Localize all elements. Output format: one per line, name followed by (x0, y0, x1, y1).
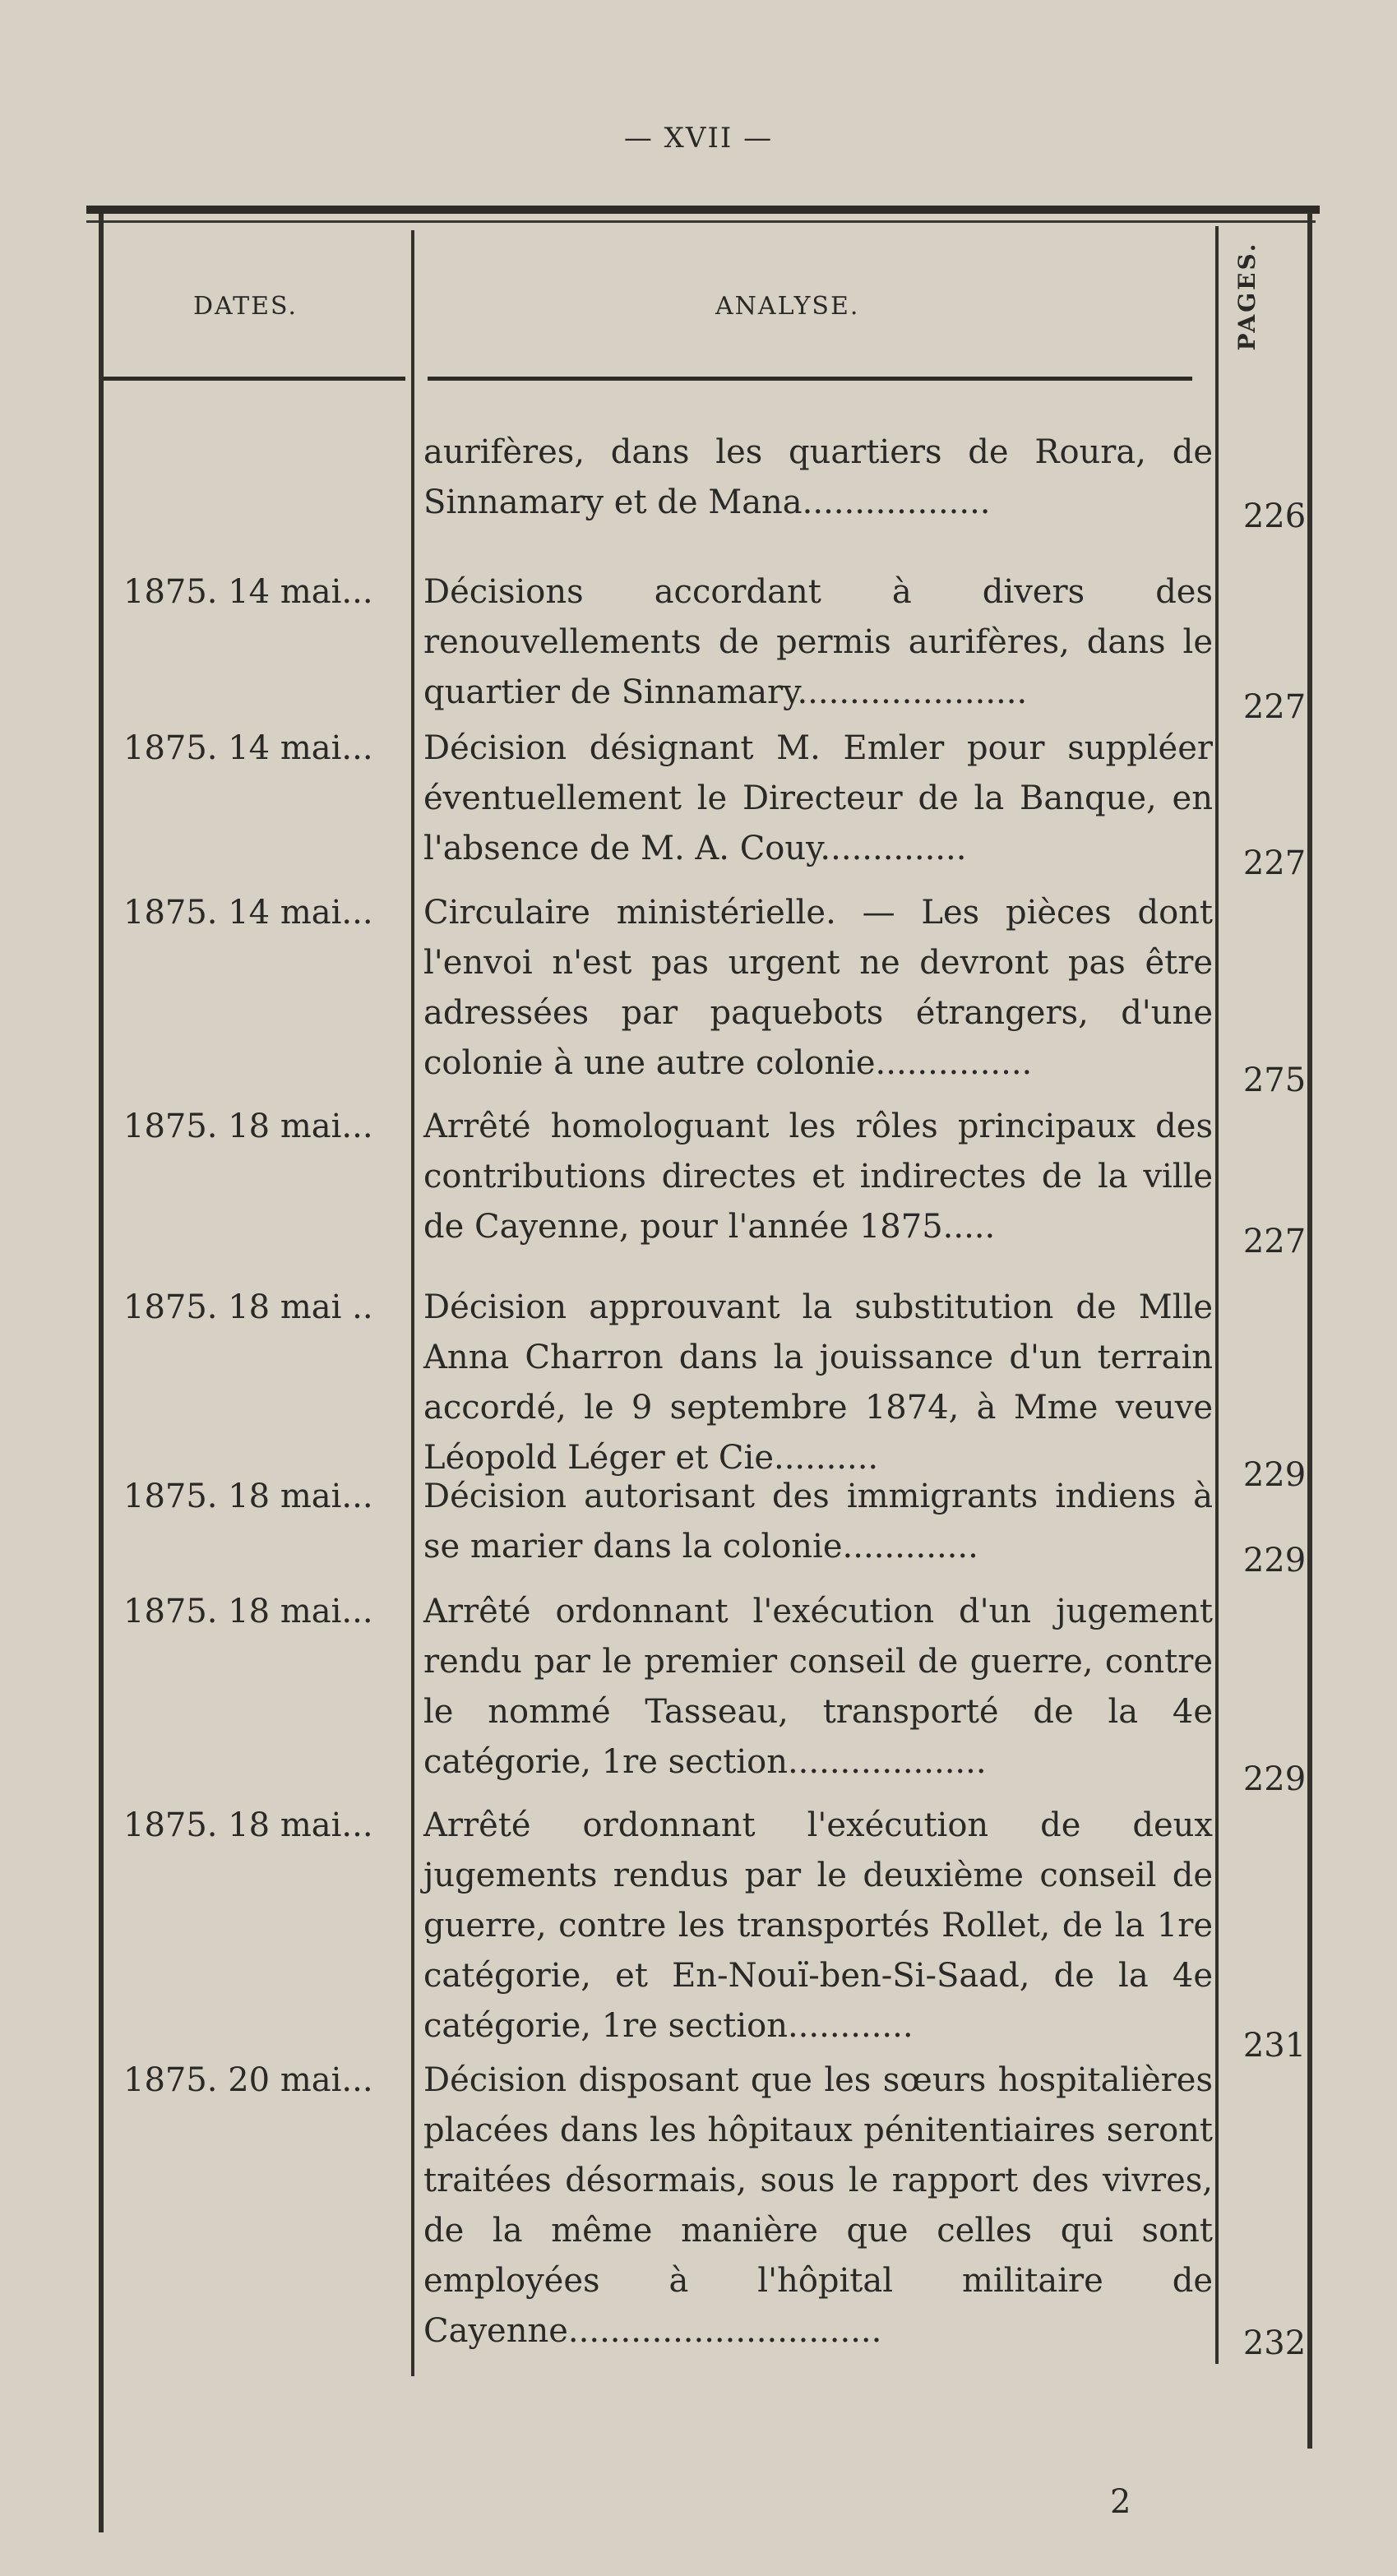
entry-page-number: 229 (1242, 1542, 1307, 1579)
entry-analyse: Arrêté ordonnant l'exécution d'un jugement rendu par le premier conseil de guerre, contre le nommé Tasseau, transporté de la 4e catégorie, 1re section................... (423, 1593, 1213, 1781)
entry-date: 1875. 14 mai... (123, 729, 373, 767)
entry-date: 1875. 18 mai... (123, 1478, 373, 1515)
entry-analyse: Décisions accordant à divers des renouvellements de permis aurifères, dans le quartier de Sinnamary...................... (423, 573, 1213, 711)
top-thin-rule (86, 220, 1316, 223)
left-border (99, 214, 104, 2532)
signature-number: 2 (1110, 2483, 1131, 2521)
entry-analyse: Décision désignant M. Emler pour suppléer éventuellement le Directeur de la Banque, en l'absence de M. A. Couy.............. (423, 729, 1213, 867)
header-rule-analyse (428, 377, 1192, 381)
entry-page-number: 232 (1242, 2324, 1307, 2362)
entry-analyse: Circulaire ministérielle. — Les pièces dont l'envoi n'est pas urgent ne devront pas être adressées par paquebots étrangers, d'une colonie à une autre colonie............... (423, 894, 1213, 1082)
header-dates: DATES. (193, 292, 298, 321)
entry-analyse: Décision autorisant des immigrants indiens à se marier dans la colonie............. (423, 1478, 1213, 1565)
entry-date: 1875. 18 mai... (123, 1806, 373, 1844)
entry-analyse: Arrêté homologuant les rôles principaux des contributions directes et indirectes de la ville de Cayenne, pour l'année 1875..... (423, 1108, 1213, 1246)
entry-date: 1875. 18 mai .. (123, 1288, 373, 1326)
entry-date: 1875. 18 mai... (123, 1108, 373, 1145)
entry-analyse: aurifères, dans les quartiers de Roura, de Sinnamary et de Mana.................. (423, 433, 1213, 521)
page-header: — XVII — (623, 122, 774, 155)
entry-date: 1875. 14 mai... (123, 573, 373, 611)
entry-analyse: Décision approuvant la substitution de Mlle Anna Charron dans la jouissance d'un terrain accordé, le 9 septembre 1874, à Mme veuve Léopold Léger et Cie.......... (423, 1288, 1213, 1477)
right-border (1307, 212, 1312, 2449)
entry-analyse: Arrêté ordonnant l'exécution de deux jugements rendus par le deuxième conseil de guerre, contre les transportés Rollet, de la 1re catégorie, et En-Nouï-ben-Si-Saad, de la 4e catégorie, 1re section............ (423, 1806, 1213, 2045)
entry-page-number: 227 (1242, 844, 1307, 882)
entry-page-number: 231 (1242, 2027, 1307, 2065)
entry-date: 1875. 14 mai... (123, 894, 373, 932)
entry-page-number: 227 (1242, 1223, 1307, 1260)
header-rule-dates (103, 377, 405, 381)
column-divider-analyse (1215, 226, 1219, 2364)
top-double-rule (86, 206, 1320, 214)
header-pages: PAGES. (1233, 241, 1261, 351)
header-analyse: ANALYSE. (715, 292, 860, 321)
entry-page-number: 229 (1242, 1760, 1307, 1798)
entry-analyse: Décision disposant que les sœurs hospitalières placées dans les hôpitaux pénitentiaires seront traitées désormais, sous le rapport des vivres, de la même manière que celles qui sont employées à l'hôpital militaire de Cayenne.............................. (423, 2061, 1213, 2350)
entry-page-number: 275 (1242, 1061, 1307, 1099)
entry-page-number: 226 (1242, 497, 1307, 535)
entry-page-number: 227 (1242, 688, 1307, 726)
entry-date: 1875. 20 mai... (123, 2061, 373, 2099)
entry-date: 1875. 18 mai... (123, 1593, 373, 1630)
entry-page-number: 229 (1242, 1456, 1307, 1494)
